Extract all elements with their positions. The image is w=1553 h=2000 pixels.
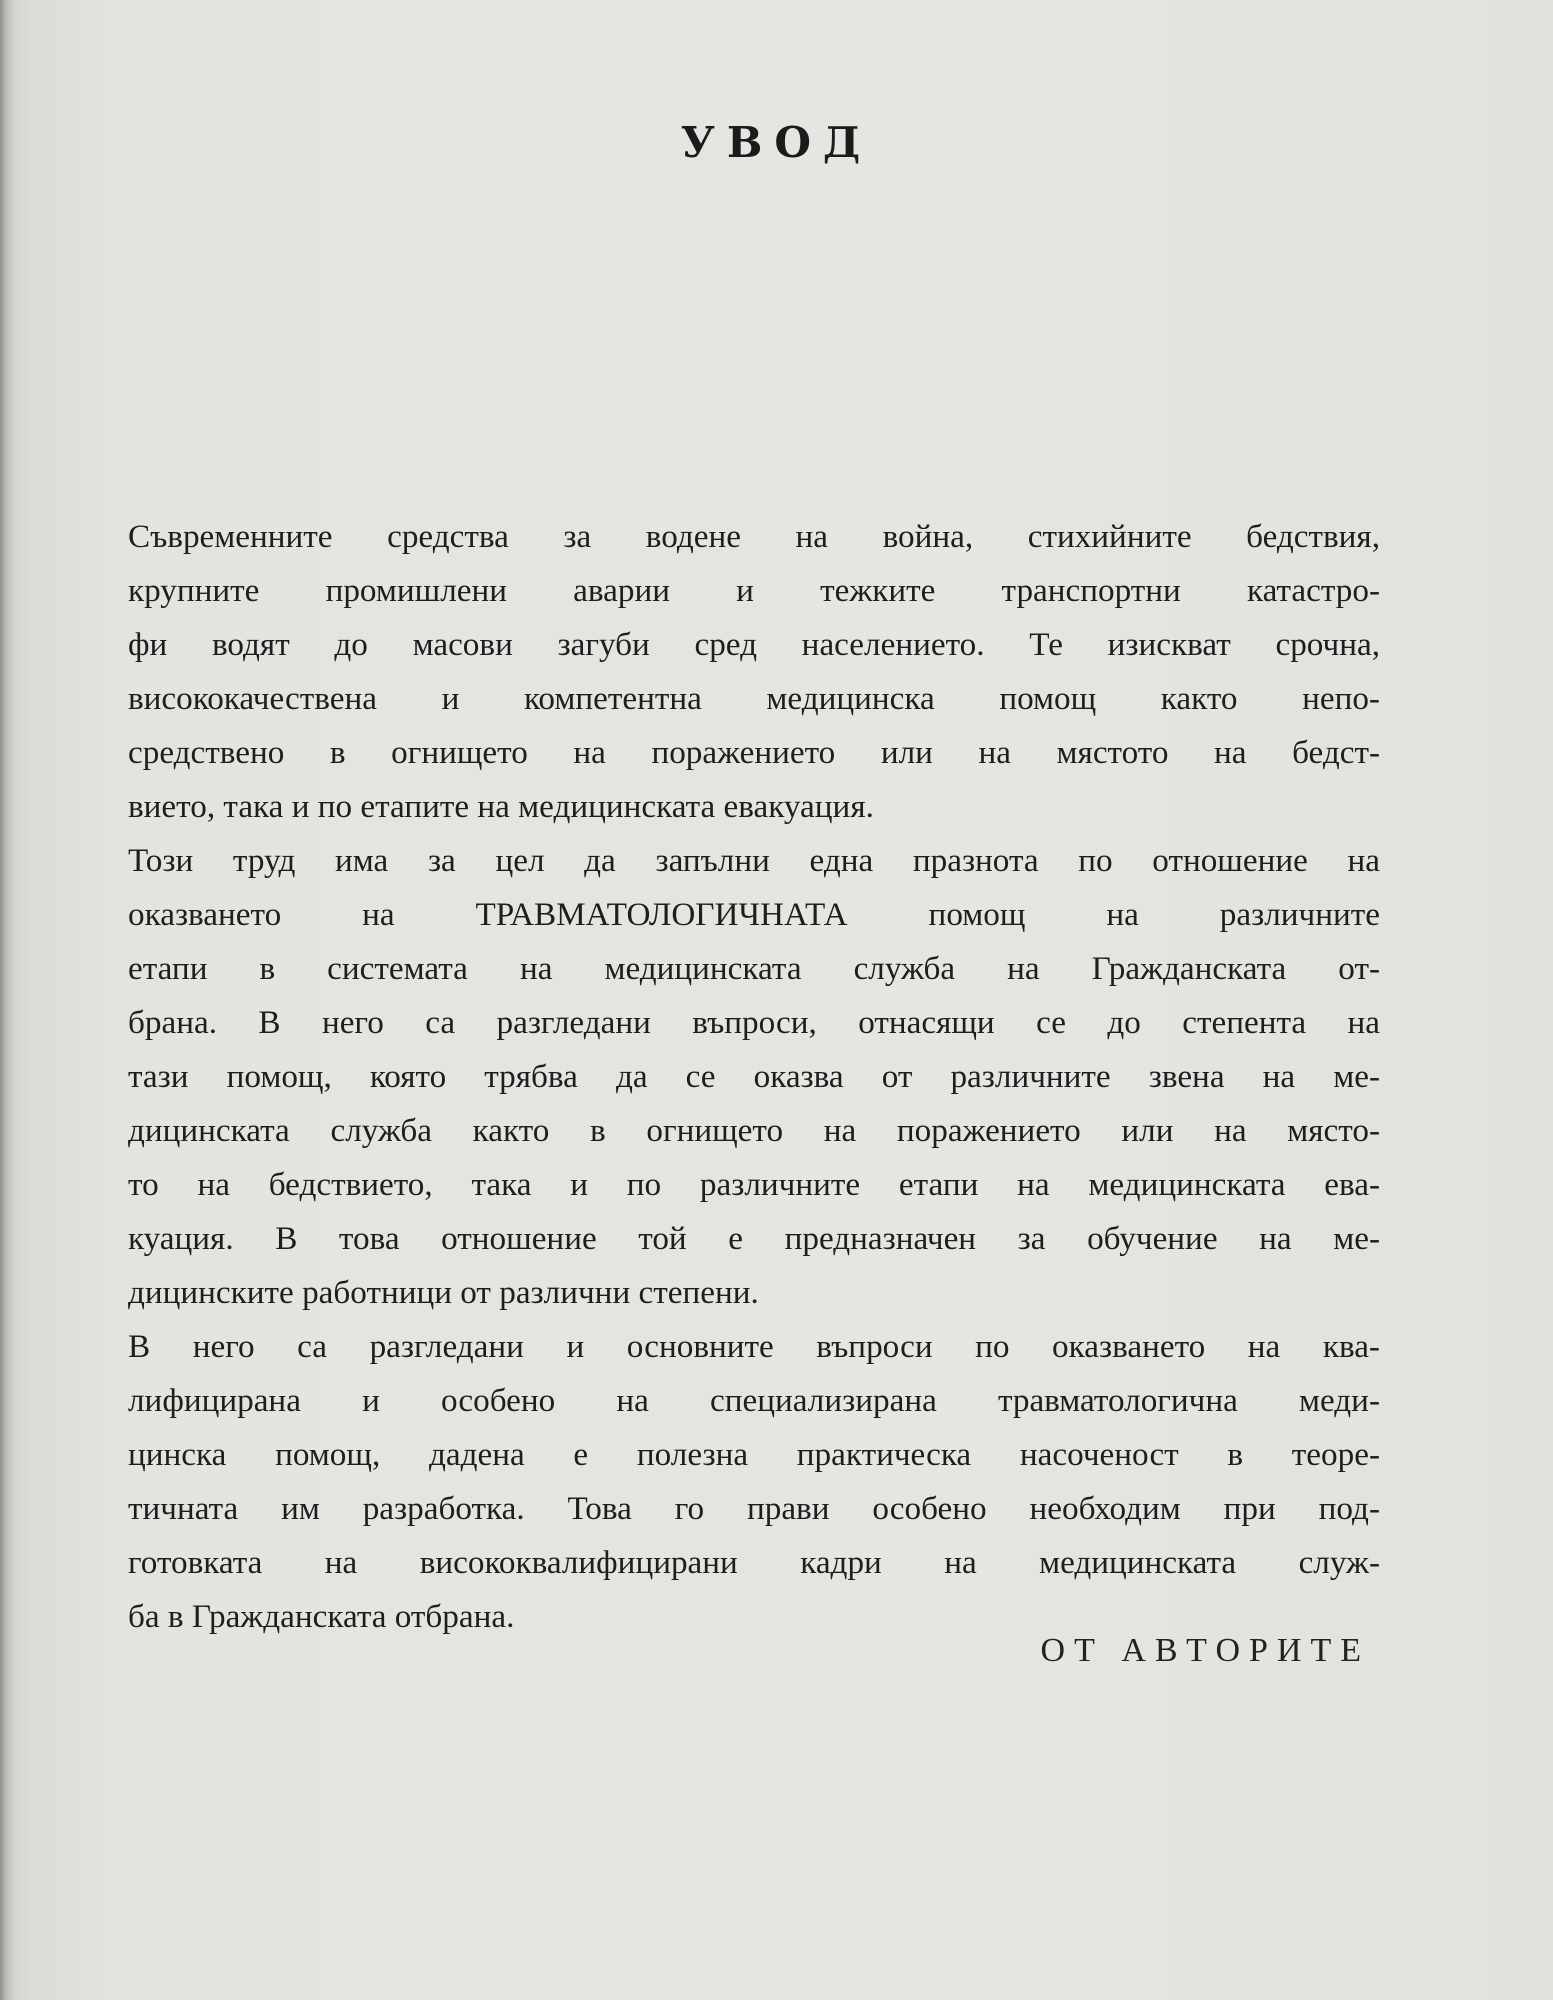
text-line: оказването на ТРАВМАТОЛОГИЧНАТА помощ на различните <box>128 896 1380 933</box>
text-line: тази помощ, която трябва да се оказва от различните звена на ме- <box>128 1058 1380 1095</box>
text-line: готовката на висококвалифицирани кадри на медицинската служ- <box>128 1544 1380 1581</box>
text-line: то на бедствието, така и по различните етапи на медицинската ева- <box>128 1166 1380 1203</box>
text-line: В него са разгледани и основните въпроси по оказването на ква- <box>128 1328 1380 1365</box>
text-line: куация. В това отношение той е предназначен за обучение на ме- <box>128 1220 1380 1257</box>
signature: ОТ АВТОРИТЕ <box>1040 1632 1370 1669</box>
text-line: етапи в системата на медицинската служба на Гражданската от- <box>128 950 1380 987</box>
text-line: вието, така и по етапите на медицинската евакуация. <box>128 788 874 825</box>
text-line: ба в Гражданската отбрана. <box>128 1598 515 1635</box>
text-line: фи водят до масови загуби сред населението. Те изискват срочна, <box>128 626 1380 663</box>
text-line: Този труд има за цел да запълни една празнота по отношение на <box>128 842 1380 879</box>
spine-shadow <box>0 0 14 2000</box>
text-line: цинска помощ, дадена е полезна практическа насоченост в теоре- <box>128 1436 1380 1473</box>
text-line: средствено в огнището на поражението или на мястото на бедст- <box>128 734 1380 771</box>
text-line: тичната им разработка. Това го прави особено необходим при под- <box>128 1490 1380 1527</box>
text-line: лифицирана и особено на специализирана травматологична меди- <box>128 1382 1380 1419</box>
text-line: крупните промишлени аварии и тежките транспортни катастро- <box>128 572 1380 609</box>
page-title: УВОД <box>680 118 873 167</box>
text-line: Съвременните средства за водене на война, стихийните бедствия, <box>128 518 1380 555</box>
text-line: дицинските работници от различни степени. <box>128 1274 759 1311</box>
text-line: дицинската служба както в огнището на поражението или на място- <box>128 1112 1380 1149</box>
body-text <box>128 510 1380 1644</box>
text-line: брана. В него са разгледани въпроси, отнасящи се до степента на <box>128 1004 1380 1041</box>
text-line: висококачествена и компетентна медицинска помощ както непо- <box>128 680 1380 717</box>
